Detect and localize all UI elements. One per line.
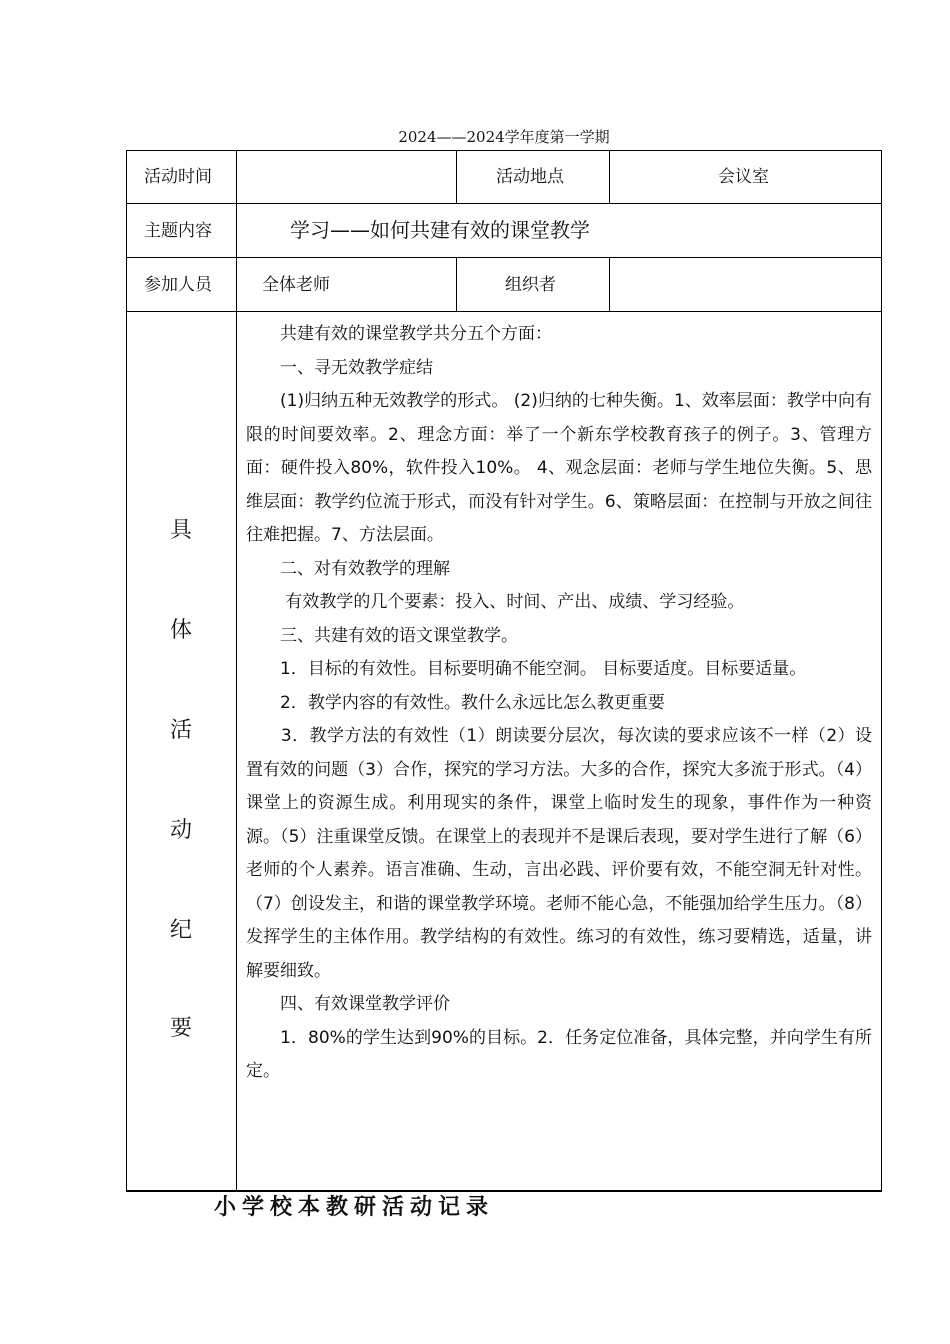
summary-paragraph: 1．80%的学生达到90%的目标。2．任务定位准备，具体完整，并向学生有所定。 (246, 1027, 872, 1081)
table-col-divider (456, 257, 457, 311)
table-border-top (126, 150, 882, 151)
side-label-char: 要 (169, 1016, 192, 1041)
summary-paragraph: 3．教学方法的有效性（1）朗读要分层次，每次读的要求应该不一样（2）设置有效的问题（3）合作，探究的学习方法。大多的合作，探究大多流于形式。（4）课堂上的资源生成。利用现实的条件，课堂上临时发生的现象，事件作为一种资源。（5）注重课堂反馈。在课堂上的表现并不是课后表现，要对学生进行了解（6）老师的个人素养。语言准确、生动，言出必践、评价要有效，不能空洞无针对性。（7）创设发主，和谐的课堂教学环境。老师不能心急，不能强加给学生压力。（8）发挥学生的主体作用。教学结构的有效性。练习的有效性，练习要精选，适量，讲解要细致。 (246, 726, 872, 981)
topic-value: 学习——如何共建有效的课堂教学 (290, 218, 590, 242)
table-col-divider (609, 150, 610, 204)
term-heading: 2024——2024学年度第一学期 (398, 128, 610, 146)
table-row-divider (126, 311, 882, 312)
table-row-divider (126, 203, 882, 204)
side-label-char: 具 (169, 518, 192, 543)
table-col-divider (456, 150, 457, 204)
summary-paragraph: 三、共建有效的语文课堂教学。 (246, 625, 518, 646)
time-label: 活动时间 (144, 167, 212, 187)
next-record-title: 小学校本教研活动记录 (214, 1195, 495, 1220)
summary-paragraph: 1．目标的有效性。目标要明确不能空洞。 目标要适度。目标要适量。 (246, 659, 807, 679)
topic-label: 主题内容 (144, 221, 212, 241)
summary-paragraph: 二、对有效教学的理解 (246, 558, 450, 579)
summary-paragraph: 一、寻无效教学症结 (246, 357, 433, 378)
summary-paragraph: 共建有效的课堂教学共分五个方面： (246, 324, 552, 344)
side-label-char: 活 (169, 718, 192, 743)
activity-summary (246, 318, 872, 1089)
place-value: 会议室 (718, 167, 769, 187)
summary-paragraph: 四、有效课堂教学评价 (246, 994, 450, 1014)
side-label-char: 纪 (169, 918, 192, 943)
table-col-divider (609, 257, 610, 311)
summary-paragraph: (1)归纳五种无效教学的形式。 (2)归纳的七种失衡。1、效率层面：教学中向有限的时间要效率。2、理念方面：举了一个新东学校教育孩子的例子。3、管理方面：硬件投入80%，软件投入10%。 4、观念层面：老师与学生地位失衡。5、思维层面：教学约位流于形式，而没有针对学生。6、策略层面：在控制与开放之间往往难把握。7、方法层面。 (246, 391, 872, 545)
table-border-right (881, 150, 882, 1191)
summary-paragraph: 2．教学内容的有效性。教什么永远比怎么教更重要 (246, 692, 665, 713)
people-label: 参加人员 (144, 275, 212, 295)
place-label: 活动地点 (496, 167, 564, 187)
table-row-divider (126, 257, 882, 258)
side-label-char: 动 (169, 818, 192, 843)
side-label-char: 体 (169, 618, 192, 643)
summary-paragraph: 有效教学的几个要素：投入、时间、产出、成绩、学习经验。 (246, 592, 745, 612)
people-value: 全体老师 (262, 275, 330, 295)
organizer-label: 组织者 (505, 275, 556, 295)
table-col-divider (236, 150, 237, 1191)
